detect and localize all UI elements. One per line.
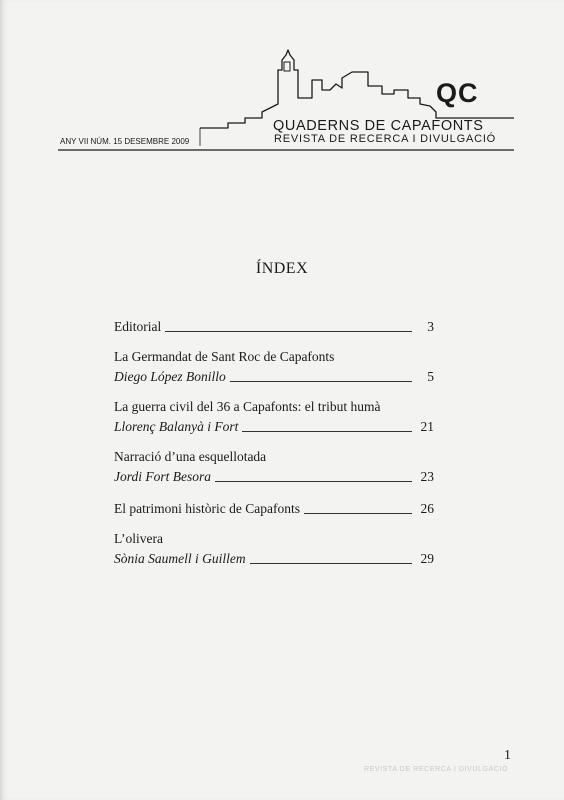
dot-leader — [230, 381, 412, 382]
dot-leader — [242, 431, 412, 432]
toc-entry-page: 23 — [420, 469, 434, 484]
toc-entry[interactable] — [114, 316, 434, 336]
toc-entry-author: Diego López Bonillo — [114, 369, 226, 384]
toc-entry-title: El patrimoni històric de Capafonts — [114, 501, 300, 516]
toc-entry[interactable] — [114, 530, 434, 568]
toc-entry-page: 5 — [427, 369, 434, 384]
toc-entry-title: Narració d’una esquellotada — [114, 449, 267, 464]
dot-leader — [304, 513, 412, 514]
toc-entry-page: 21 — [420, 419, 434, 434]
toc-entry-title: L’olivera — [114, 531, 163, 546]
toc-entry[interactable] — [114, 348, 434, 386]
toc-entry-title: La guerra civil del 36 a Capafonts: el tribut humà — [114, 399, 381, 414]
dot-leader — [165, 331, 412, 332]
toc-entry[interactable] — [114, 498, 434, 518]
toc-entry-page: 3 — [427, 319, 434, 334]
index-title: ÍNDEX — [255, 260, 309, 277]
issue-line: ANY VII NÚM. 15 DESEMBRE 2009 — [60, 137, 190, 146]
dot-leader — [215, 481, 412, 482]
toc-entry[interactable] — [114, 398, 434, 436]
footer-ghost-text: REVISTA DE RECERCA I DIVULGACIÓ — [364, 766, 509, 773]
toc-entry-author: Sònia Saumell i Guillem — [114, 551, 246, 566]
toc-entry-author: Jordi Fort Besora — [114, 469, 211, 484]
dot-leader — [250, 563, 412, 564]
page-number: 1 — [504, 748, 511, 763]
toc-entry[interactable] — [114, 448, 434, 486]
logo-qc: QC — [436, 78, 479, 108]
magazine-title: QUADERNS DE CAPAFONTS — [273, 118, 484, 134]
toc-entry-page: 26 — [420, 501, 434, 516]
toc-entry-title: Editorial — [114, 319, 162, 334]
toc-entry-author: Llorenç Balanyà i Fort — [114, 419, 239, 434]
toc-entry-title: La Germandat de Sant Roc de Capafonts — [114, 349, 335, 364]
toc-entry-page: 29 — [420, 551, 434, 566]
table-of-contents — [114, 316, 434, 568]
magazine-subtitle: REVISTA DE RECERCA I DIVULGACIÓ — [274, 133, 497, 145]
